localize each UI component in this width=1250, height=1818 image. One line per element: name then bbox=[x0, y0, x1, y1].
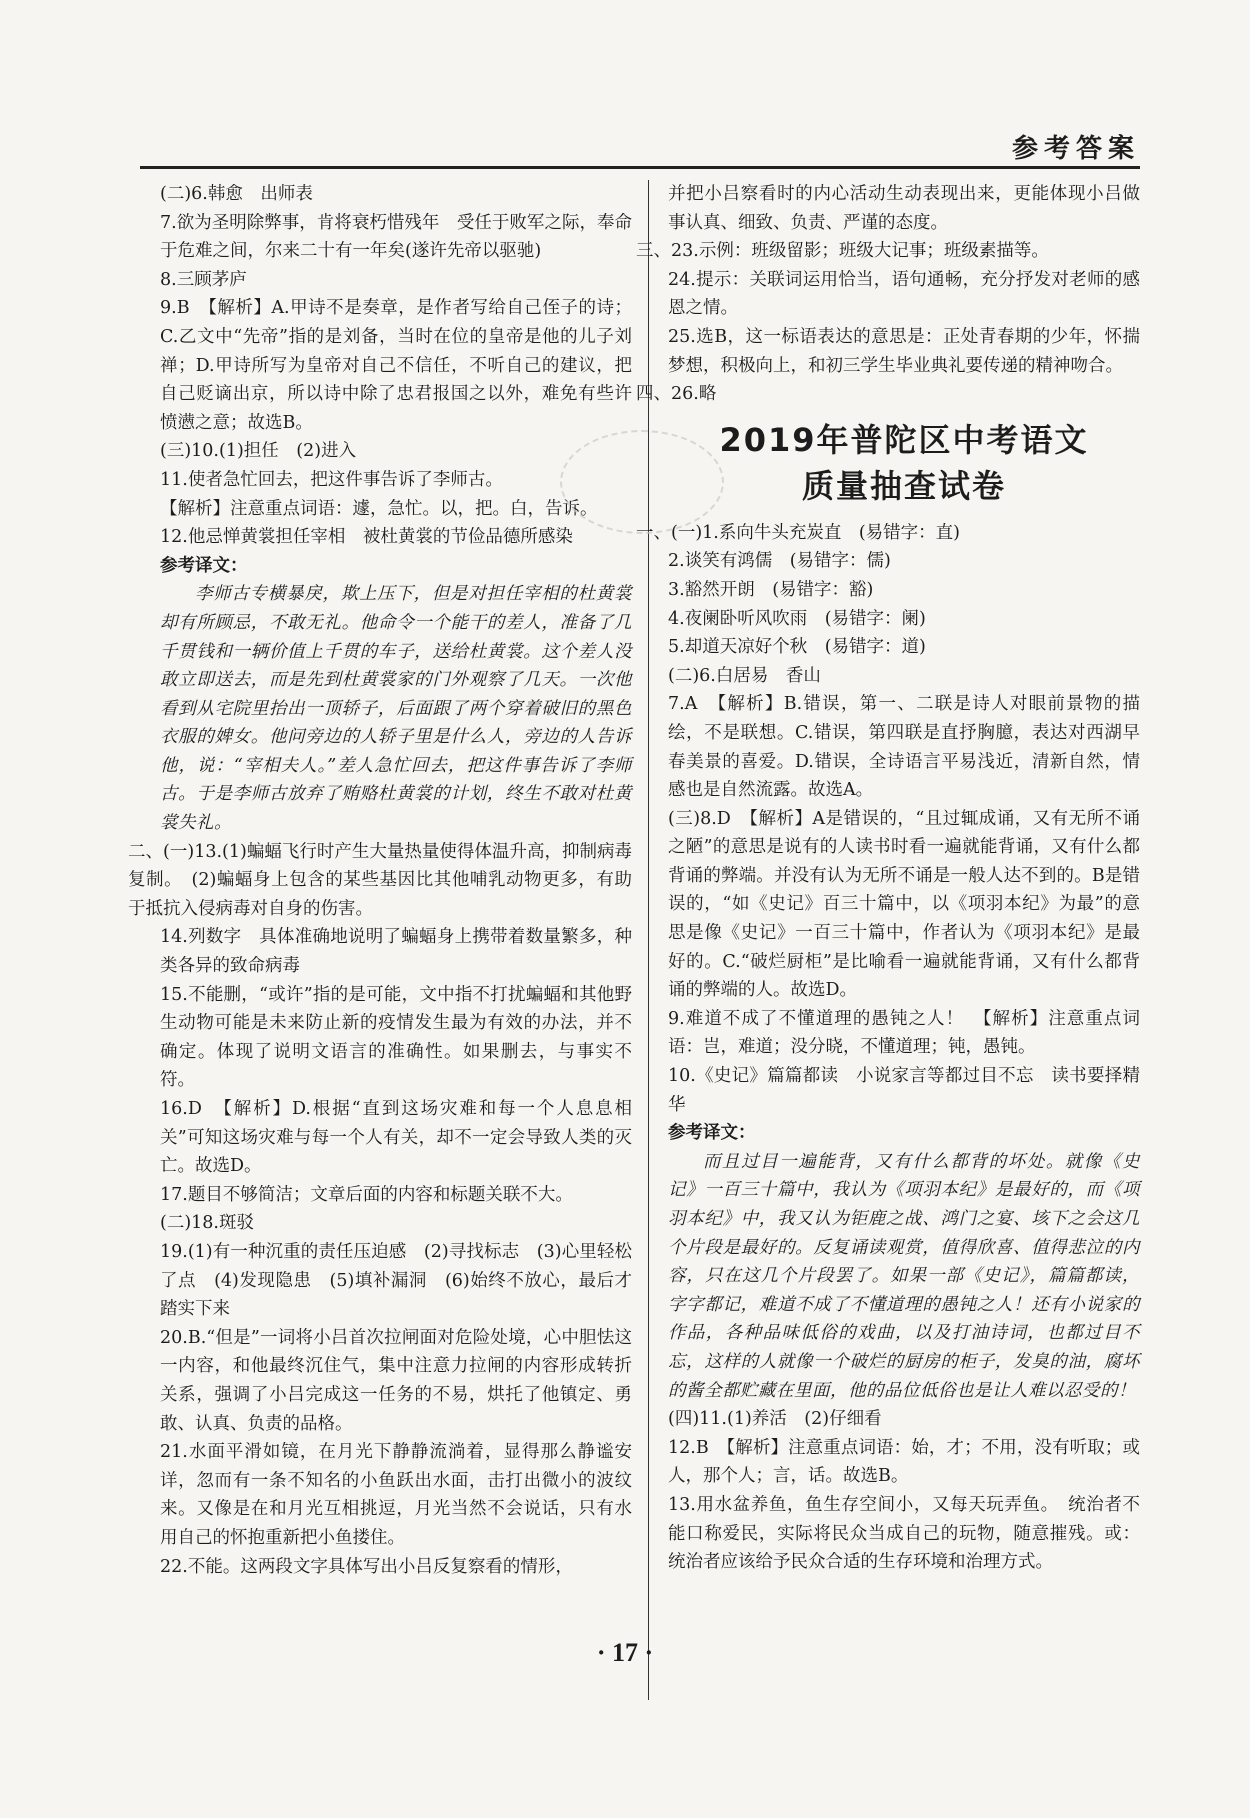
exam-title bbox=[668, 417, 1140, 509]
answer-item: 9.难道不成了不懂道理的愚钝之人！ 【解析】注意重点词语：岂，难道；没分晓，不懂道理；钝，愚钝。 bbox=[668, 1008, 1140, 1058]
answer-item: 7.A 【解析】B.错误，第一、二联是诗人对眼前景物的描绘，不是联想。C.错误，第四联是直抒胸臆，表达对西湖早春美景的喜爱。D.错误，全诗语言平易浅近，清新自然，情感也是自然流露。故选A。 bbox=[668, 694, 1140, 801]
answer-item: 三、23.示例：班级留影；班级大记事；班级素描等。 bbox=[636, 241, 1049, 262]
answer-item: 11.使者急忙回去，把这件事告诉了李师古。 bbox=[160, 469, 503, 490]
answer-item: 并把小吕察看时的内心活动生动表现出来，更能体现小吕做事认真、细致、负责、严谨的态度。 bbox=[668, 184, 1140, 233]
translation-paragraph: 李师古专横暴戾，欺上压下，但是对担任宰相的杜黄裳却有所顾忌，不敢无礼。他命令一个能干的差人，准备了几千贯钱和一辆价值上千贯的车子，送给杜黄裳。这个差人没敢立即送去，而是先到杜黄裳家的门外观察了几天。一次他看到从宅院里抬出一顶轿子，后面跟了两个穿着破旧的黑色衣服的婢女。他问旁边的人轿子里是什么人，旁边的人告诉他，说：“宰相夫人。”差人急忙回去，把这件事告诉了李师古。于是李师古放弃了贿赂杜黄裳的计划，终生不敢对杜黄裳失礼。 bbox=[160, 584, 632, 834]
page-number: · 17 · bbox=[596, 1638, 654, 1667]
watermark-stamp-icon bbox=[560, 430, 724, 534]
answer-item: 10.《史记》篇篇都读 小说家言等都过目不忘 读书要择精华 bbox=[668, 1066, 1140, 1115]
answer-item: 【解析】注意重点词语：遽，急忙。以，把。白，告诉。 bbox=[160, 498, 598, 519]
translation-label: 参考译文： bbox=[160, 555, 248, 576]
exam-title-line1: 2019年普陀区中考语文 bbox=[719, 420, 1089, 459]
answer-item: 二、(一)13.(1)蝙蝠飞行时产生大量热量使得体温升高，抑制病毒复制。 (2)蝙蝠身上包含的某些基因比其他哺乳动物更多，有助于抵抗入侵病毒对自身的伤害。 bbox=[128, 841, 632, 919]
answer-item: 19.(1)有一种沉重的责任压迫感 (2)寻找标志 (3)心里轻松了点 (4)发现隐患 (5)填补漏洞 (6)始终不放心，最后才踏实下来 bbox=[160, 1241, 632, 1320]
answer-item: 15.不能删，“或许”指的是可能，文中指不打扰蝙蝠和其他野生动物可能是未来防止新的疫情发生最为有效的办法，并不确定。体现了说明文语言的准确性。如果删去，与事实不符。 bbox=[160, 984, 632, 1091]
right-column bbox=[636, 180, 1140, 1577]
answer-item: 20.B.“但是”一词将小吕首次拉闸面对危险处境，心中胆怯这一内容，和他最终沉住气，集中注意力拉闸的内容形成转折关系，强调了小吕完成这一任务的不易，烘托了他镇定、勇敢、认真、负责的品格。 bbox=[160, 1327, 632, 1434]
exam-title-line2: 质量抽查试卷 bbox=[801, 466, 1006, 505]
answer-item: 9.B 【解析】A.甲诗不是奏章，是作者写给自己侄子的诗；C.乙文中“先帝”指的是刘备，当时在位的皇帝是他的儿子刘禅；D.甲诗所写为皇帝对自己不信任，不听自己的建议，把自己贬谪出京，所以诗中除了忠君报国之以外，难免有些许愤懑之意；故选B。 bbox=[160, 298, 632, 433]
answer-item: (二)6.白居易 香山 bbox=[668, 665, 821, 686]
answer-item: 四、26.略 bbox=[636, 384, 717, 405]
answer-item: 8.三顾茅庐 bbox=[160, 269, 247, 290]
answer-item: 25.选B，这一标语表达的意思是：正处青春期的少年，怀揣梦想，积极向上，和初三学生毕业典礼要传递的精神吻合。 bbox=[668, 326, 1140, 376]
answer-item: 7.欲为圣明除弊事，肯将衰朽惜残年 受任于败军之际，奉命于危难之间，尔来二十有一年矣(遂许先帝以驱驰) bbox=[160, 212, 632, 262]
answer-item: 一、(一)1.系向牛头充炭直 (易错字：直) bbox=[636, 522, 961, 543]
answer-item: 5.却道天凉好个秋 (易错字：道) bbox=[668, 637, 926, 658]
answer-item: (二)6.韩愈 出师表 bbox=[160, 184, 313, 204]
answer-item: 4.夜阑卧听风吹雨 (易错字：阑) bbox=[668, 608, 926, 629]
answer-item: (二)18.斑驳 bbox=[160, 1213, 254, 1234]
header-rule bbox=[140, 166, 1140, 169]
answer-item: 21.水面平滑如镜，在月光下静静流淌着，显得那么静谧安详，忽而有一条不知名的小鱼跃出水面，击打出微小的波纹来。又像是在和月光互相挑逗，月光当然不会说话，只有水用自己的怀抱重新把小鱼搂住。 bbox=[160, 1442, 632, 1548]
answer-item: (三)8.D 【解析】A是错误的，“且过辄成诵，又有无所不诵之陋”的意思是说有的人读书时看一遍就能背诵，又有什么都背诵的弊端。并没有认为无所不诵是一般人达不到的。B是错误的，“如《史记》百三十篇中，以《项羽本纪》为最”的意思是像《史记》一百三十篇中，作者认为《项羽本纪》是最好的。C.“破烂厨柜”是比喻看一遍就能背诵，又有什么都背诵的弊端的人。故选D。 bbox=[668, 808, 1140, 1001]
answer-item: (三)10.(1)担任 (2)进入 bbox=[160, 441, 357, 462]
answer-item: (四)11.(1)养活 (2)仔细看 bbox=[668, 1409, 882, 1430]
answer-item: 24.提示：关联词运用恰当，语句通畅，充分抒发对老师的感恩之情。 bbox=[668, 269, 1140, 319]
translation-label: 参考译文： bbox=[668, 1123, 756, 1144]
answer-item: 13.用水盆养鱼，鱼生存空间小，又每天玩弄鱼。 统治者不能口称爱民，实际将民众当成自己的玩物，随意摧残。或：统治者应该给予民众合适的生存环境和治理方式。 bbox=[668, 1494, 1140, 1573]
answer-item: 12.他忌惮黄裳担任宰相 被杜黄裳的节俭品德所感染 bbox=[160, 527, 573, 548]
answer-item: 16.D 【解析】D.根据“直到这场灾难和每一个人息息相关”可知这场灾难与每一个人有关，却不一定会导致人类的灭亡。故选D。 bbox=[160, 1099, 632, 1177]
answer-item: 12.B 【解析】注意重点词语：始，才；不用，没有听取；或人，那个人；言，话。故选B。 bbox=[668, 1437, 1140, 1487]
answer-item: 17.题目不够简洁；文章后面的内容和标题关联不大。 bbox=[160, 1184, 573, 1205]
answer-item: 22.不能。这两段文字具体写出小吕反复察看的情形， bbox=[160, 1556, 573, 1577]
answer-item: 3.豁然开朗 (易错字：豁) bbox=[668, 579, 874, 600]
answer-item: 2.谈笑有鸿儒 (易错字：儒) bbox=[668, 551, 891, 572]
translation-paragraph: 而且过目一遍能背，又有什么都背的坏处。就像《史记》一百三十篇中，我认为《项羽本纪》是最好的，而《项羽本纪》中，我又认为钜鹿之战、鸿门之宴、垓下之会这几个片段是最好的。反复诵读观赏，值得欣喜、值得悲泣的内容，只在这几个片段罢了。如果一部《史记》，篇篇都读，字字都记，难道不成了不懂道理的愚钝之人！还有小说家的作品，各种品味低俗的戏曲，以及打油诗词，也都过目不忘，这样的人就像一个破烂的厨房的柜子，发臭的油，腐坏的酱全都贮藏在里面，他的品位低俗也是让人难以忍受的！ bbox=[668, 1151, 1140, 1401]
answer-item: 14.列数字 具体准确地说明了蝙蝠身上携带着数量繁多，种类各异的致命病毒 bbox=[160, 927, 632, 977]
header-title: 参考答案 bbox=[1011, 134, 1140, 164]
left-column bbox=[128, 180, 632, 1581]
